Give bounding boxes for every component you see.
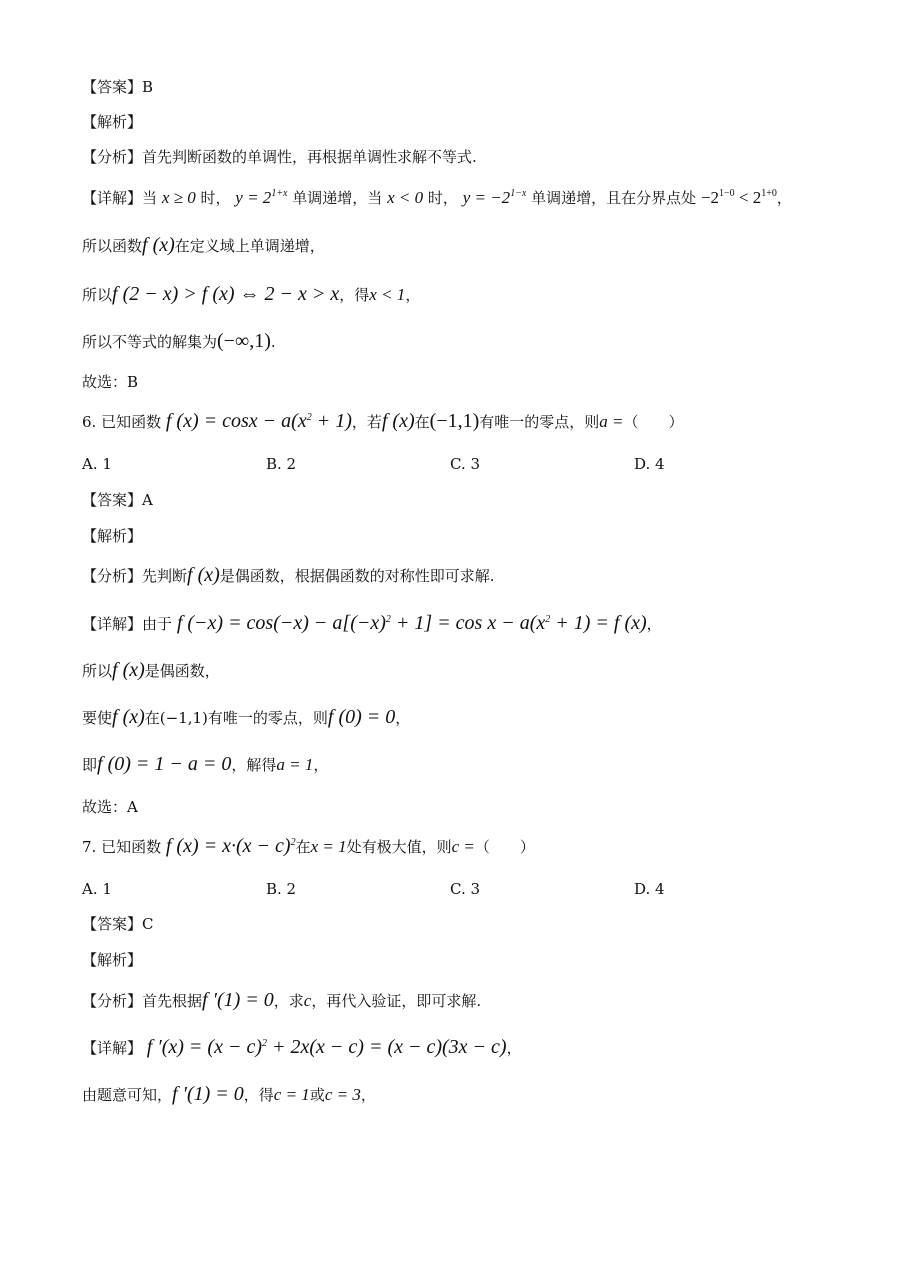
q7-analysis-heading: 【解析】 bbox=[82, 951, 143, 969]
boundary-compare: $-2^{1-0} < 2^{1+0}$ bbox=[700, 188, 777, 207]
q7-option-c: C. 3 bbox=[450, 880, 481, 898]
q6-even-derivation: f $(-x) = \cos(-x) - a[(-x)^2 + 1] = \cos x - a(x^2 + 1) = f$ (x) bbox=[176, 612, 647, 634]
q6-option-b: B. 2 bbox=[266, 455, 297, 473]
q7-answer: 【答案】C bbox=[82, 915, 154, 933]
q7-option-a: A. 1 bbox=[82, 880, 112, 898]
fenxi-line-5: 【分析】首先判断函数的单调性，再根据单调性求解不等式. bbox=[82, 148, 477, 166]
q6-need-line: 要使f (x)在(−1,1)有唯一的零点，则f (0) = 0， bbox=[82, 706, 411, 728]
q7-fenxi: 【分析】首先根据f ′(1) = 0，求c，再代入验证，即可求解. bbox=[82, 989, 482, 1011]
y-expr-2: $y = -2^{1-x}$ bbox=[462, 188, 527, 207]
monotone-line-5: 所以函数f (x)在定义域上单调递增， bbox=[82, 234, 325, 256]
q7-derivative: f $'(x) = (x - c)^2 + 2x(x - c) = (x - c)(3x - c)$ bbox=[146, 1036, 507, 1058]
q6-option-a: A. 1 bbox=[82, 455, 112, 473]
q6-choose: 故选：A bbox=[82, 798, 138, 816]
q6-option-d: D. 4 bbox=[634, 455, 665, 473]
q6-solve-line: 即f (0) = 1 − a = 0，解得a = 1， bbox=[82, 753, 329, 775]
inequality-line-5: 所以f (2 − x) > f (x) ⇔ 2 − x > x，得x < 1， bbox=[82, 283, 421, 305]
q7-stem: 7. 已知函数 f $(x) = x\cdot(x - c)^2$在x = 1处有极大值，则c =（ ） bbox=[82, 835, 535, 857]
q7-detail: 【详解】 f $'(x) = (x - c)^2 + 2x(x - c) = (x - c)(3x - c)$， bbox=[82, 1036, 522, 1058]
q6-detail: 【详解】由于 f $(-x) = \cos(-x) - a[(-x)^2 + 1] = \cos x - a(x^2 + 1) = f$ (x)， bbox=[82, 612, 662, 634]
detail-line-5: 【详解】当 x ≥ 0 时， $y = 2^{1+x}$ 单调递增，当 x < 0 时， $y = -2^{1-x}$ 单调递增，且在分界点处 $-2^{1-0} < 2^{1+0}$， bbox=[82, 188, 792, 207]
q6-fenxi: 【分析】先判断f (x)是偶函数，根据偶函数的对称性即可求解. bbox=[82, 564, 495, 586]
q6-function: f $(x) = \cos x - a(x^2 + 1)$ bbox=[165, 410, 352, 432]
answer-line-5: 【答案】B bbox=[82, 78, 154, 96]
q6-analysis-heading: 【解析】 bbox=[82, 527, 143, 545]
solution-set-line-5: 所以不等式的解集为(−∞,1). bbox=[82, 330, 276, 352]
choose-line-5: 故选：B bbox=[82, 373, 139, 391]
analysis-heading-5: 【解析】 bbox=[82, 113, 143, 131]
y-expr-1: $y = 2^{1+x}$ bbox=[235, 188, 288, 207]
q6-option-c: C. 3 bbox=[450, 455, 481, 473]
q6-even-line: 所以f (x)是偶函数， bbox=[82, 659, 220, 681]
q7-option-b: B. 2 bbox=[266, 880, 297, 898]
q6-stem: 6. 已知函数 f $(x) = \cos x - a(x^2 + 1)$，若f (x)在(−1,1)有唯一的零点，则a =（ ） bbox=[82, 410, 684, 432]
q6-answer: 【答案】A bbox=[82, 491, 153, 509]
q7-last-line: 由题意可知，f ′(1) = 0，得c = 1或c = 3， bbox=[82, 1083, 376, 1105]
q7-function: f $(x) = x\cdot(x - c)^2$ bbox=[165, 835, 296, 857]
q7-option-d: D. 4 bbox=[634, 880, 665, 898]
